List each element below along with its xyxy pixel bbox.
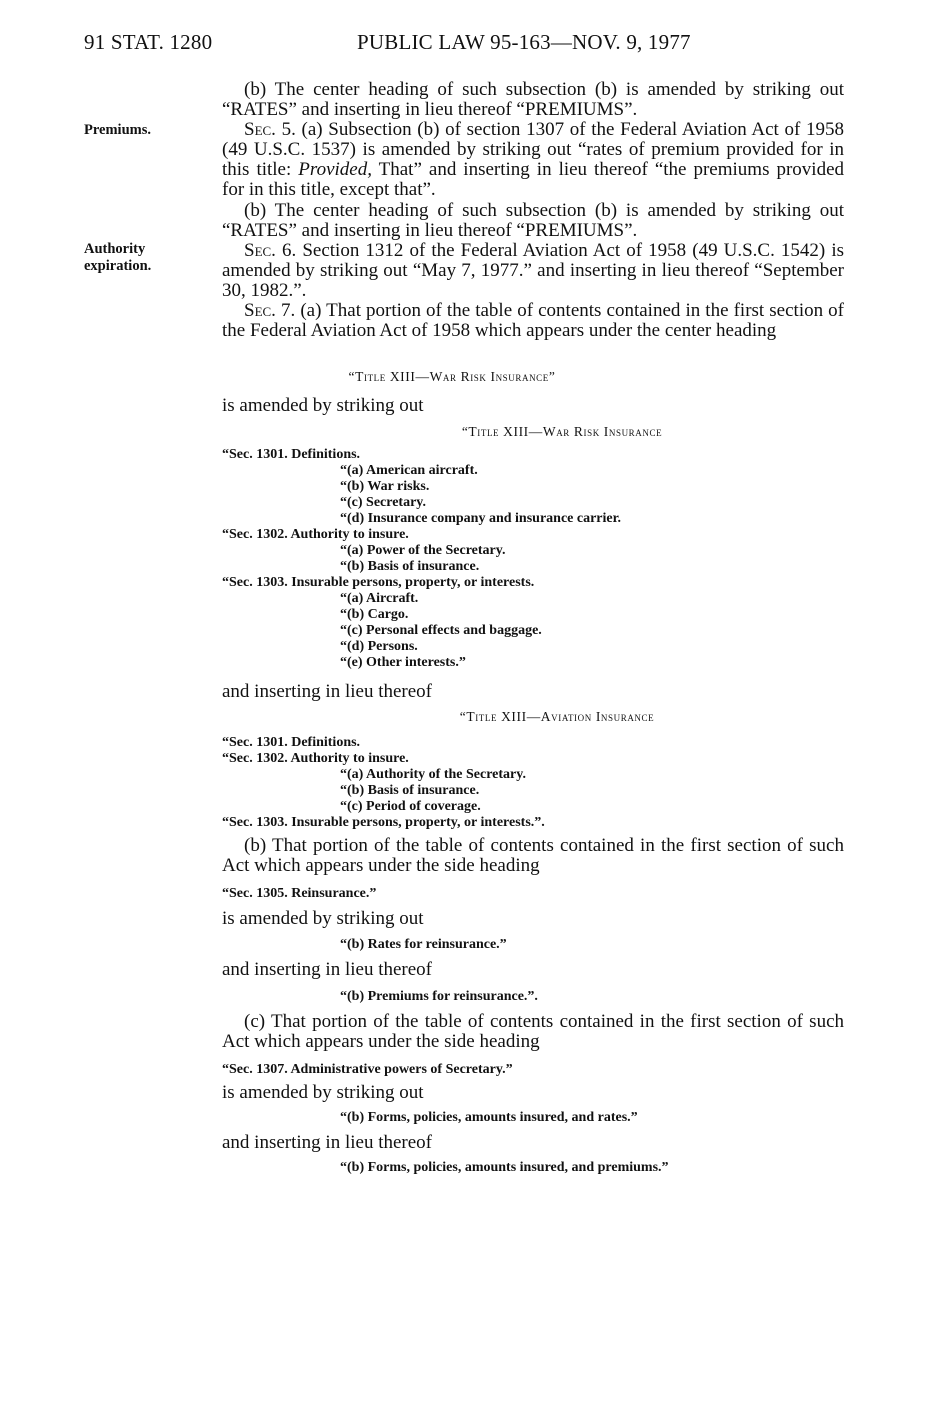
public-law-header: PUBLIC LAW 95-163—NOV. 9, 1977 — [357, 30, 691, 54]
toc-entry: “Sec. 1301. Definitions. — [222, 735, 361, 750]
body-text-top — [222, 80, 844, 341]
title-war-risk-heading: “Title XIII—War Risk Insurance” — [348, 369, 556, 384]
toc-entry: “(b) Basis of insurance. — [340, 783, 480, 798]
toc-entry: “(a) Aircraft. — [340, 591, 419, 606]
toc-entry: “Sec. 1302. Authority to insure. — [222, 751, 409, 766]
title-war-risk-heading-2: “Title XIII—War Risk Insurance — [461, 424, 663, 439]
paragraph-c: (c) That portion of the table of contents contained in the first section of such Act which appears under the side heading — [222, 1011, 844, 1052]
margin-note-line: Authority — [84, 241, 146, 257]
toc-entry: “(c) Personal effects and baggage. — [340, 623, 542, 638]
section-label: Sec. 6. — [244, 240, 297, 261]
section-text: That” and inserting in lieu thereof “the premiums provided for in this title, except that”. — [222, 159, 845, 200]
paragraph-sec-6 — [222, 241, 844, 301]
inserting-in-lieu-3: and inserting in lieu thereof — [222, 1132, 432, 1153]
toc-entry: “(a) Authority of the Secretary. — [340, 767, 526, 782]
toc-entry: “(c) Period of coverage. — [340, 799, 481, 814]
title-aviation-heading: “Title XIII—Aviation Insurance — [459, 709, 655, 724]
sec-1307-heading: “Sec. 1307. Administrative powers of Secretary.” — [222, 1062, 513, 1077]
amended-striking-out-2: is amended by striking out — [222, 908, 424, 929]
toc-entry: “(b) Cargo. — [340, 607, 409, 622]
section-text: Section 1312 of the Federal Aviation Act of 1958 (49 U.S.C. 1542) is amended by striking out “May 7, 1977.” and inserting in lieu thereof “September 30, 1982.”. — [222, 240, 844, 301]
paragraph-c-block — [222, 1012, 844, 1052]
section-label: Sec. 7. — [244, 300, 296, 321]
section-text: (a) That portion of the table of contents contained in the first section of the Federal Aviation Act of 1958 which appears under the center heading — [222, 300, 844, 341]
statute-citation: 91 STAT. 1280 — [84, 30, 213, 54]
toc-entry: “(d) Insurance company and insurance carrier. — [340, 511, 622, 526]
premiums-reinsurance: “(b) Premiums for reinsurance.”. — [340, 989, 538, 1004]
margin-note-authority-expiration — [84, 241, 204, 275]
amended-striking-out-3: is amended by striking out — [222, 1082, 424, 1103]
paragraph-b: (b) That portion of the table of contents contained in the first section of such Act which appears under the side heading — [222, 835, 844, 876]
toc-entry: “Sec. 1303. Insurable persons, property, or interests. — [222, 575, 535, 590]
inserting-in-lieu-2: and inserting in lieu thereof — [222, 959, 432, 980]
toc-entry: “Sec. 1303. Insurable persons, property, or interests.”. — [222, 815, 545, 830]
toc-old-list — [222, 447, 844, 671]
section-label: Sec. 5. — [244, 119, 296, 140]
margin-note-premiums: Premiums. — [84, 122, 151, 138]
sec-1305-heading: “Sec. 1305. Reinsurance.” — [222, 886, 377, 901]
forms-premiums: “(b) Forms, policies, amounts insured, and premiums.” — [340, 1160, 669, 1175]
toc-entry: “Sec. 1301. Definitions. — [222, 447, 361, 462]
paragraph-sec-7 — [222, 301, 844, 341]
toc-entry: “(a) Power of the Secretary. — [340, 543, 506, 558]
forms-rates: “(b) Forms, policies, amounts insured, and rates.” — [340, 1110, 638, 1125]
paragraph-sec-5 — [222, 120, 844, 200]
paragraph-center-heading-2: (b) The center heading of such subsection (b) is amended by striking out “RATES” and inserting in lieu thereof “PREMIUMS”. — [222, 200, 844, 241]
rates-reinsurance: “(b) Rates for reinsurance.” — [340, 937, 507, 952]
toc-entry: “(b) Basis of insurance. — [340, 559, 480, 574]
section-text: (a) Subsection (b) of section 1307 of the Federal Aviation Act of 1958 (49 U.S.C. 1537) is amended by striking out “rates of premium provided for in this title: — [222, 119, 844, 180]
provided-italic: Provided, — [298, 159, 372, 180]
toc-entry: “Sec. 1302. Authority to insure. — [222, 527, 409, 542]
toc-new-list — [222, 735, 844, 831]
toc-entry: “(c) Secretary. — [340, 495, 427, 510]
toc-entry: “(b) War risks. — [340, 479, 430, 494]
margin-note-line: expiration. — [84, 258, 152, 274]
toc-entry: “(e) Other interests.” — [340, 655, 466, 670]
paragraph-center-heading-1: (b) The center heading of such subsection (b) is amended by striking out “RATES” and inserting in lieu thereof “PREMIUMS”. — [222, 79, 844, 120]
toc-entry: “(a) American aircraft. — [340, 463, 478, 478]
toc-entry: “(d) Persons. — [340, 639, 418, 654]
amended-striking-out-1: is amended by striking out — [222, 395, 424, 416]
paragraph-b-block — [222, 836, 844, 876]
inserting-in-lieu-1: and inserting in lieu thereof — [222, 681, 432, 702]
